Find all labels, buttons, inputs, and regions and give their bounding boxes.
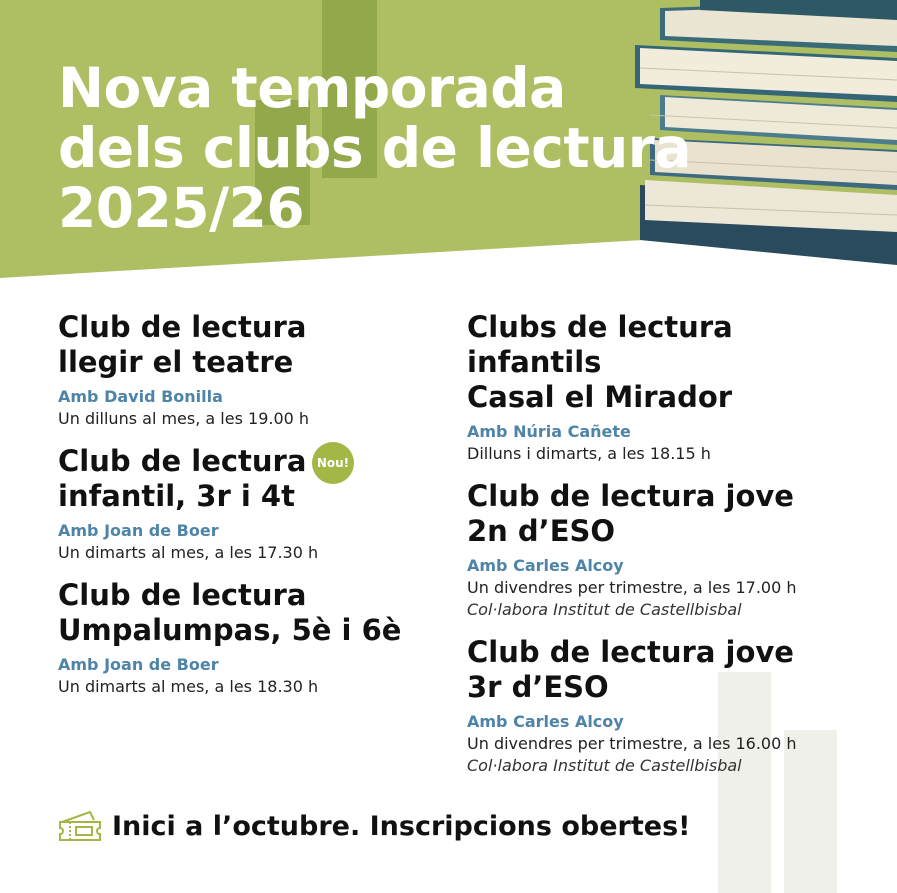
club-title-line: Umpalumpas, 5è i 6è [58, 613, 402, 647]
club-title-line: infantil, 3r i 4t [58, 479, 295, 513]
club-title [58, 444, 438, 514]
club-title-line: Club de lectura jove [467, 635, 794, 669]
club-host: Amb David Bonilla [58, 387, 223, 406]
club-entry [58, 310, 438, 430]
club-host: Amb Joan de Boer [58, 655, 219, 674]
club-schedule: Un dilluns al mes, a les 19.00 h [58, 409, 310, 428]
title-line: Nova temporada [58, 56, 566, 120]
club-host: Amb Núria Cañete [467, 422, 631, 441]
club-schedule: Un divendres per trimestre, a les 17.00 h [467, 578, 797, 597]
footer-text: Inici a l’octubre. Inscripcions obertes! [112, 810, 691, 842]
club-schedule: Un dimarts al mes, a les 18.30 h [58, 677, 319, 696]
club-host: Amb Carles Alcoy [467, 712, 624, 731]
club-title-line: Club de lectura [58, 444, 307, 478]
club-title [58, 310, 438, 380]
club-title-line: llegir el teatre [58, 345, 294, 379]
club-entry [58, 444, 438, 564]
club-title-line: Club de lectura [58, 578, 307, 612]
club-entry [467, 635, 887, 777]
page-title [58, 58, 691, 238]
club-entry [467, 479, 887, 621]
ticket-icon [58, 808, 102, 844]
club-title-line: Club de lectura jove [467, 479, 794, 513]
club-title-line: Clubs de lectura [467, 310, 733, 344]
club-title-line: 2n d’ESO [467, 514, 616, 548]
new-badge: Nou! [312, 442, 354, 484]
club-entry [467, 310, 887, 465]
club-schedule: Dilluns i dimarts, a les 18.15 h [467, 444, 711, 463]
club-collaborator: Col·labora Institut de Castellbisbal [467, 756, 742, 775]
club-title [467, 635, 887, 705]
club-title-line: 3r d’ESO [467, 670, 609, 704]
club-title [58, 578, 438, 648]
footer [58, 808, 690, 844]
clubs-right-column [467, 310, 887, 791]
club-title-line: infantils [467, 345, 602, 379]
clubs-left-column [58, 310, 438, 712]
club-title [467, 479, 887, 549]
title-line: 2025/26 [58, 176, 305, 240]
club-schedule: Un divendres per trimestre, a les 16.00 h [467, 734, 797, 753]
club-title-line: Casal el Mirador [467, 380, 733, 414]
club-host: Amb Joan de Boer [58, 521, 219, 540]
club-title [467, 310, 887, 415]
club-host: Amb Carles Alcoy [467, 556, 624, 575]
club-schedule: Un dimarts al mes, a les 17.30 h [58, 543, 319, 562]
title-line: dels clubs de lectura [58, 116, 692, 180]
club-collaborator: Col·labora Institut de Castellbisbal [467, 600, 742, 619]
club-title-line: Club de lectura [58, 310, 307, 344]
club-entry [58, 578, 438, 698]
